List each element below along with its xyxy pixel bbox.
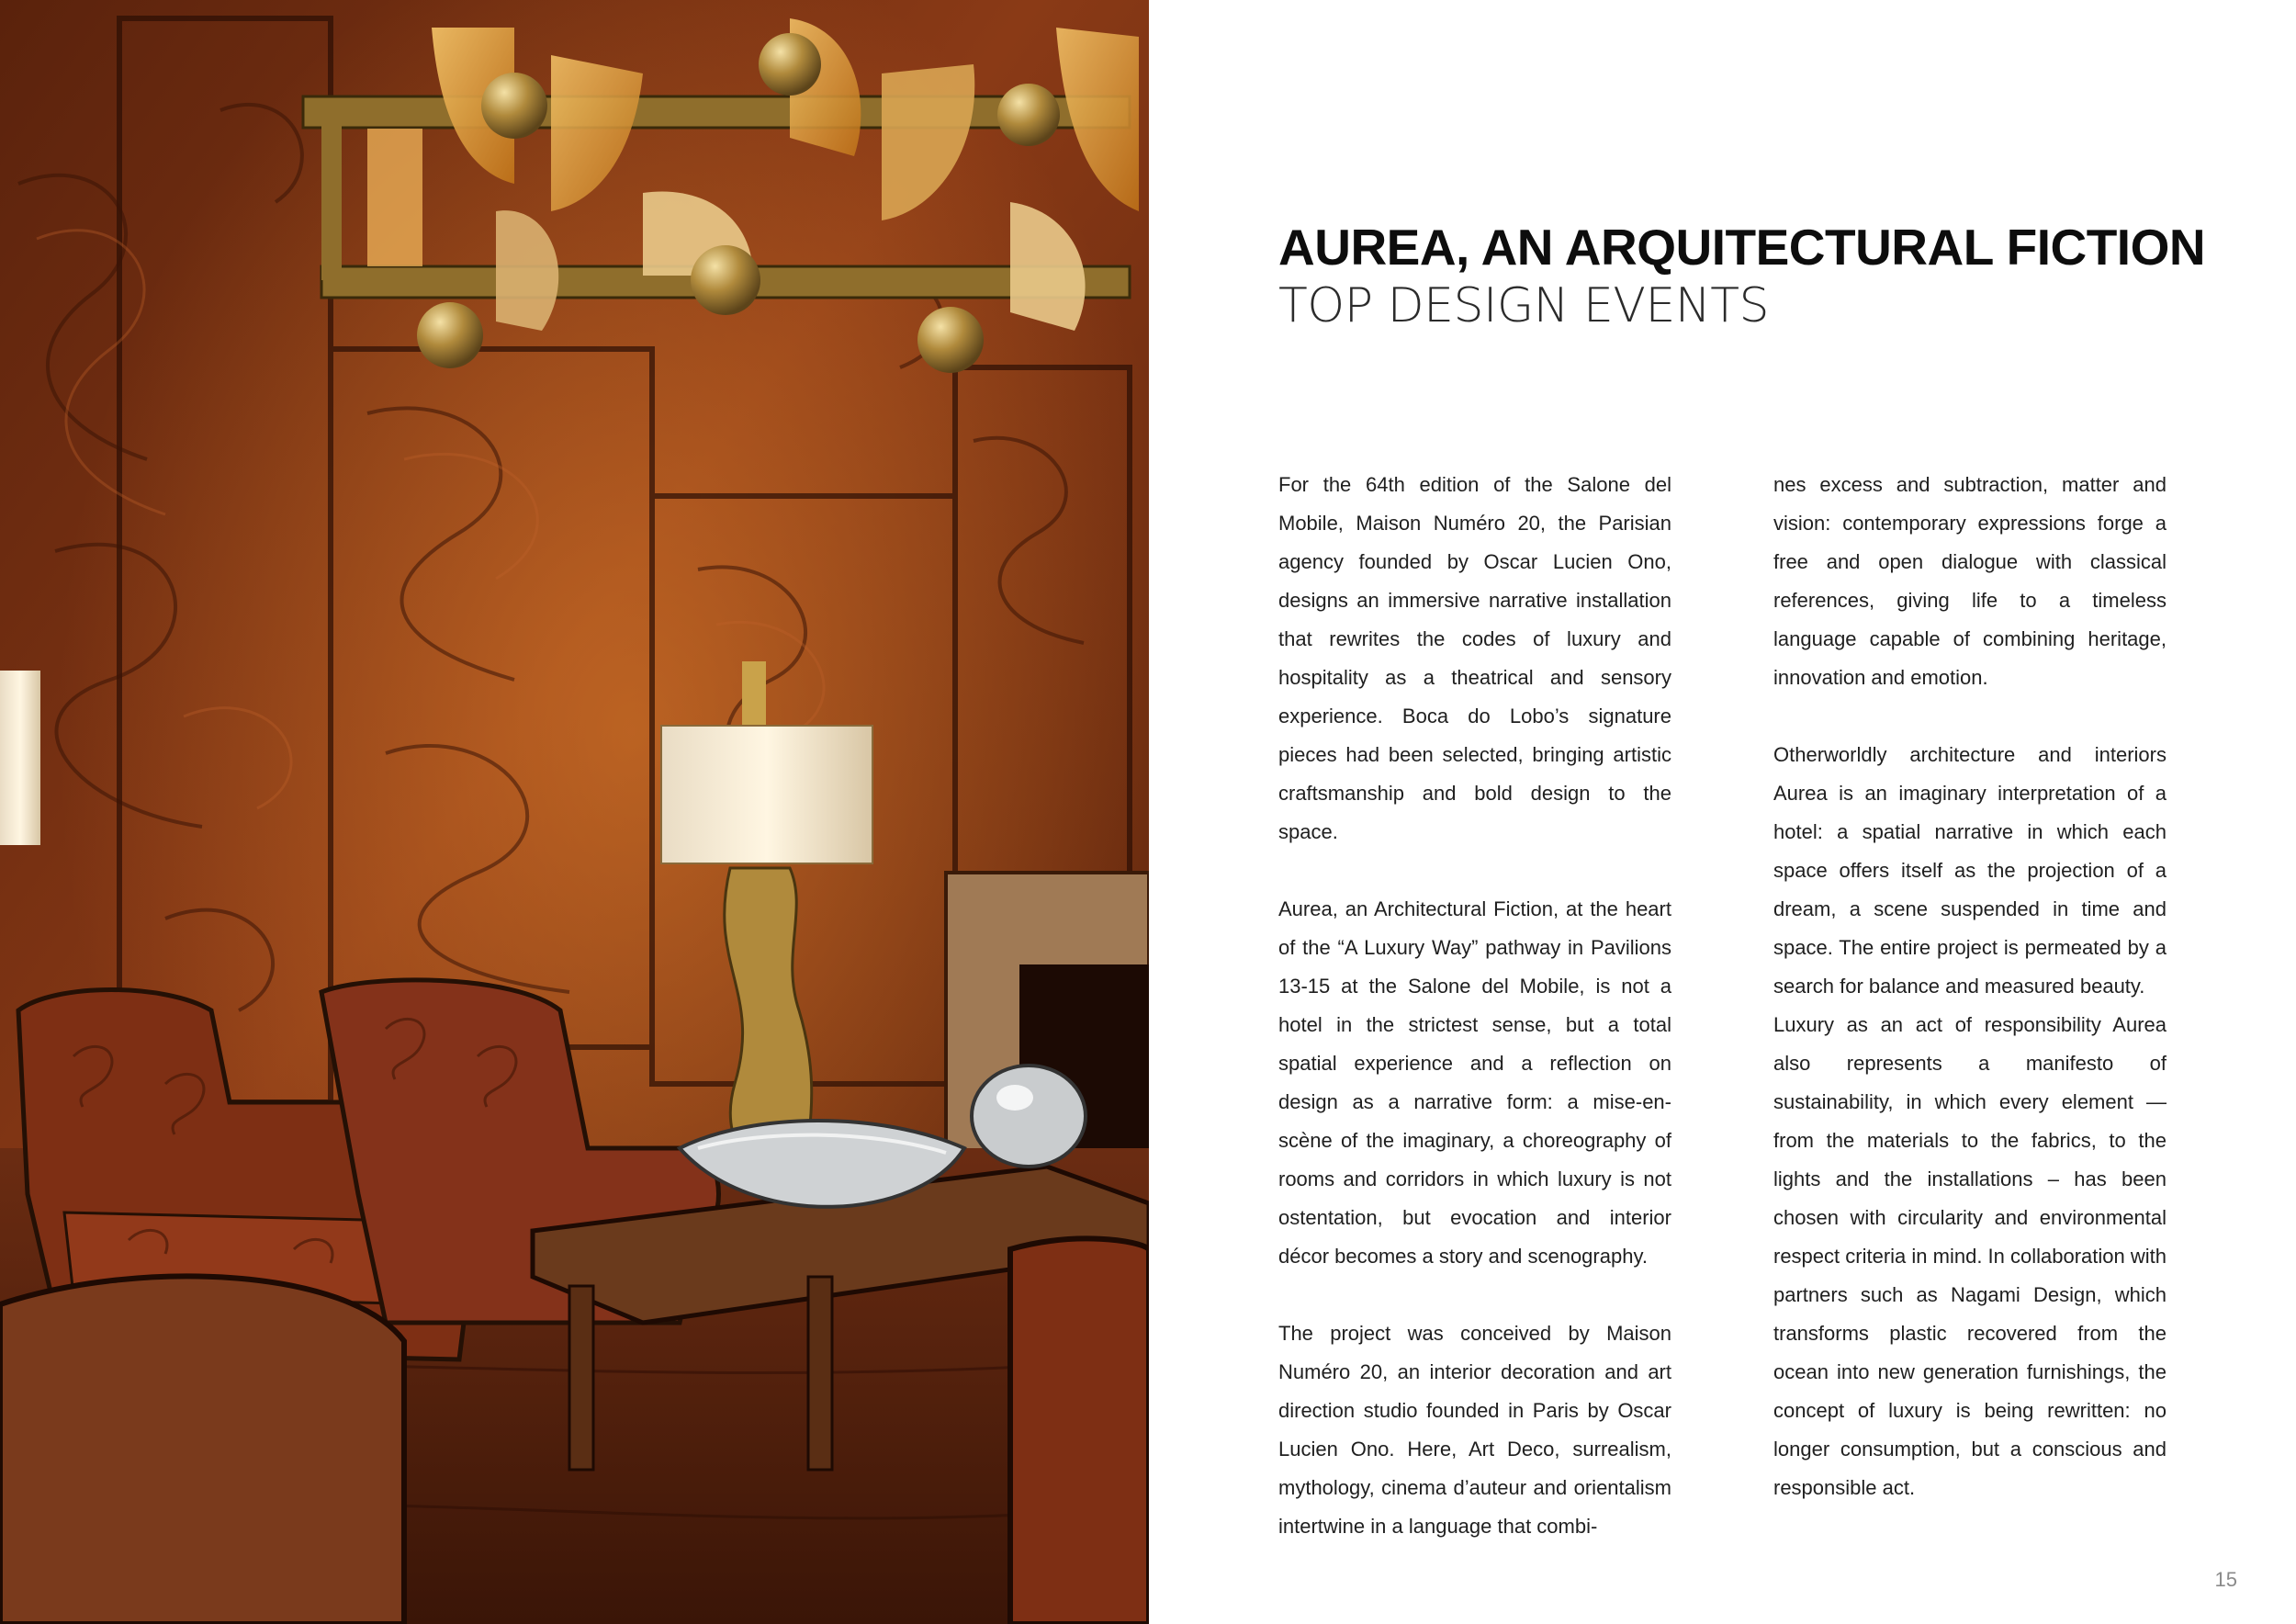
paragraph-intro: For the 64th edition of the Salone del Mobile, Maison Numéro 20, the Parisian agency founded by Oscar Lucien Ono, designs an immersive narrative installation that rewrites the codes of luxury and hospitality as a theatrical and sensory experience. Boca do Lobo’s signature pieces had been selected, bringing artistic craftsmanship and bold design to the space. bbox=[1278, 473, 1671, 843]
paragraph-luxury-responsibility: Luxury as an act of responsibility Aurea also represents a manifesto of sustainability, in which every element — from the materials to the fabrics, to the lights and the installations – has been chosen with circularity and environmental respect criteria in mind. In collaboration with partners such as Nagami Design, which transforms plastic recovered from the ocean into new generation furnishings, the concept of luxury is being rewritten: no longer consumption, but a conscious and responsible act. bbox=[1773, 1013, 2167, 1499]
text-column-left bbox=[1278, 466, 1671, 1546]
section-subtitle: TOP DESIGN EVENTS bbox=[1278, 278, 1769, 333]
article-title: AUREA, AN ARQUITECTURAL FICTION bbox=[1278, 219, 2206, 276]
page-number: 15 bbox=[2214, 1568, 2237, 1591]
paragraph-otherworldly: Otherworldly architecture and interiors Aurea is an imaginary interpretation of a hotel: a spatial narrative in which each space offers itself as the projection of a dream, a scene suspended in time and space. The entire project is permeated by a search for balance and measured beauty. bbox=[1773, 743, 2167, 998]
paragraph-continuation: nes excess and subtraction, matter and vision: contemporary expressions forge a free and open dialogue with classical references, giving life to a timeless language capable of combining heritage, innovation and emotion. bbox=[1773, 473, 2167, 689]
paragraph-aurea: Aurea, an Architectural Fiction, at the heart of the “A Luxury Way” pathway in Pavilions 13-15 at the Salone del Mobile, is not a hotel in the strictest sense, but a total spatial experience and a reflection on design as a narrative form: a mise-en-scène of the imaginary, a choreography of rooms and corridors in which luxury is not ostentation, but evocation and interior décor becomes a story and scenography. bbox=[1278, 897, 1671, 1268]
text-column-right bbox=[1773, 466, 2167, 1507]
paragraph-project: The project was conceived by Maison Numéro 20, an interior decoration and art direction studio founded in Paris by Oscar Lucien Ono. Here, Art Deco, surrealism, mythology, cinema d’auteur and orientalism intertwine in a language that combi- bbox=[1278, 1322, 1671, 1538]
